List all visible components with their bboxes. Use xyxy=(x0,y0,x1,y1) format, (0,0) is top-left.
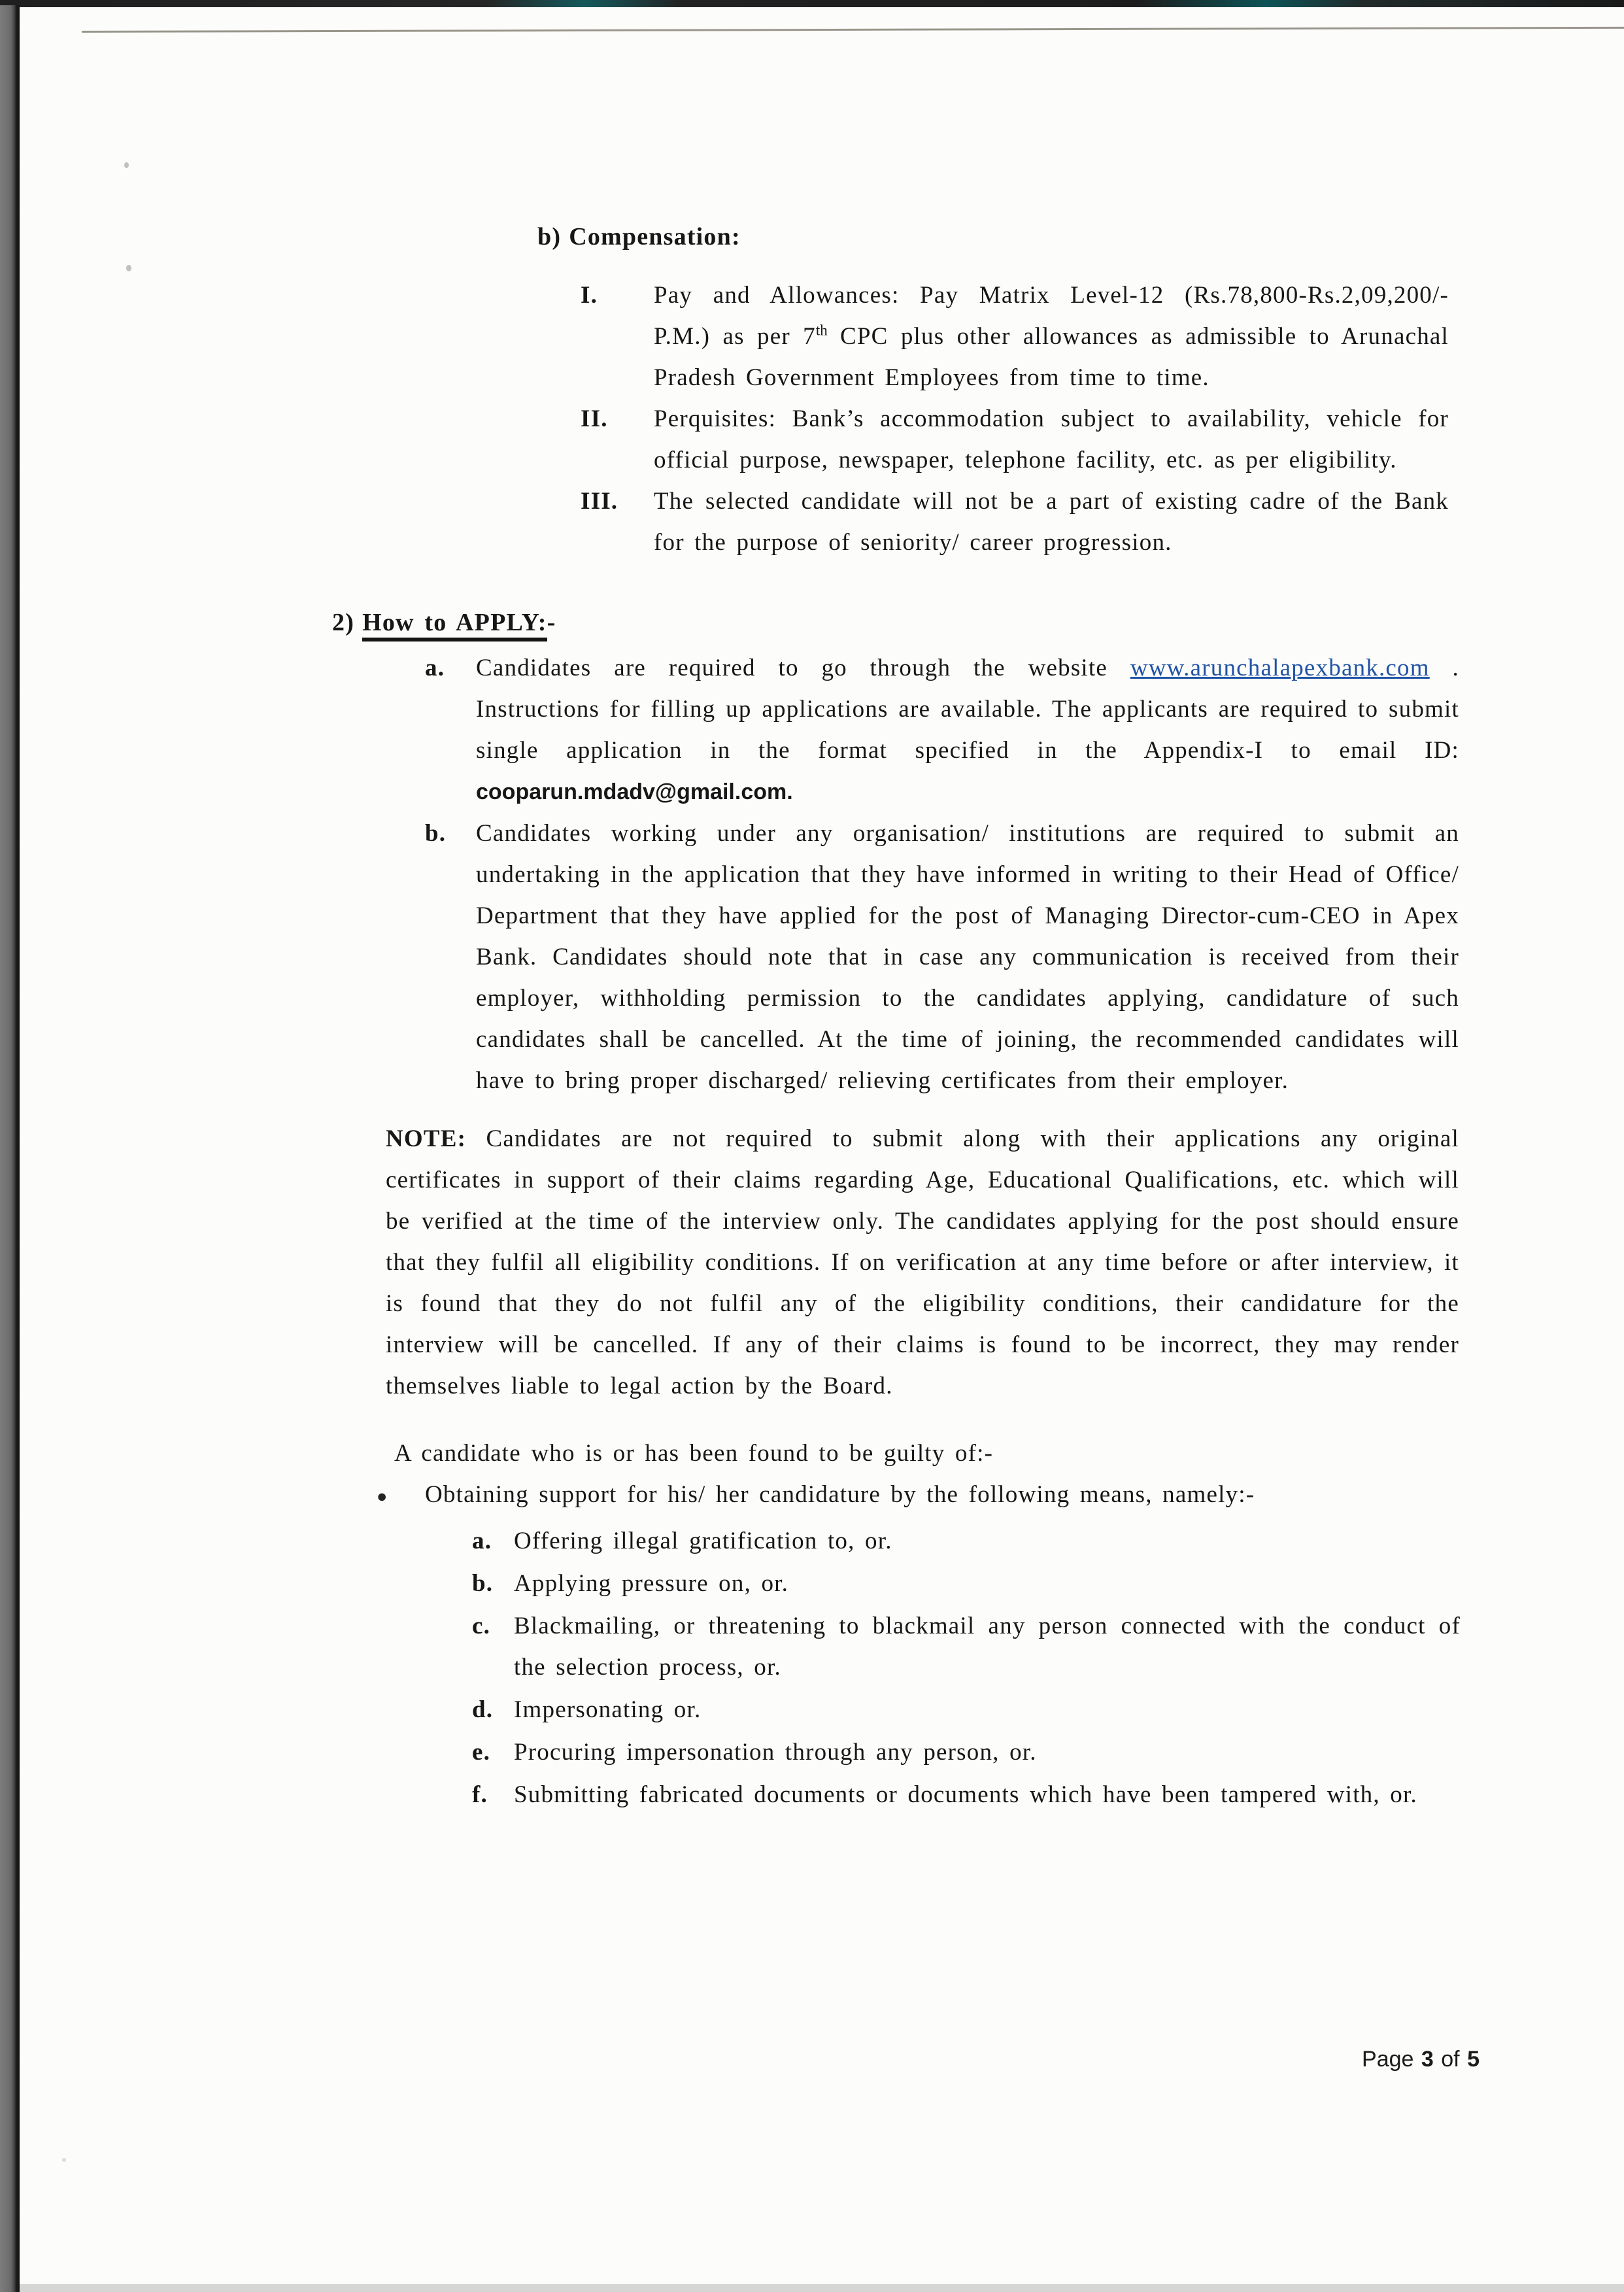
apply-item-b xyxy=(425,813,1624,1101)
list-marker-roman-2: II. xyxy=(581,405,608,432)
pay-allowances-text xyxy=(654,275,1449,398)
pay-text-part2: CPC plus other allowances as admissible to Arunachal Pradesh Government Employees from time to time. xyxy=(654,323,1449,391)
compensation-heading xyxy=(537,216,1624,258)
apply-heading-marker: 2) xyxy=(332,609,355,636)
list-item-perquisites xyxy=(537,398,1624,481)
cadre-text: The selected candidate will not be a part of existing cadre of the Bank for the purpose of seniority/ career progression. xyxy=(654,488,1449,556)
apply-a-part1: Candidates are required to go through the website xyxy=(476,655,1130,681)
note-text: Candidates are not required to submit along with their applications any original certificates in support of their claims regarding Age, Educational Qualifications, etc. which will be verified at the time of the interview only. The candidates applying for the post should ensure that they fulfil all eligibility conditions. If on verification at any time before or after interview, it is found that they do not fulfil any of the eligibility conditions, their candidature for the interview will be cancelled. If any of their claims is found to be incorrect, they may render themselves liable to legal action by the Board. xyxy=(386,1125,1459,1399)
scan-speck xyxy=(62,2158,66,2162)
list-item-cadre xyxy=(537,481,1624,563)
apply-item-a-text xyxy=(476,647,1459,813)
guilty-item-a xyxy=(472,1520,1624,1562)
guilty-text-b: Applying pressure on, or. xyxy=(514,1570,789,1597)
guilty-text-a: Offering illegal gratification to, or. xyxy=(514,1528,892,1554)
bullet-item-text: Obtaining support for his/ her candidature by the following means, namely:- xyxy=(425,1481,1255,1508)
note-paragraph xyxy=(386,1118,1459,1407)
bullet-marker-cell xyxy=(377,1474,425,1517)
list-marker-b: b. xyxy=(425,820,447,847)
how-to-apply-heading xyxy=(332,602,1624,643)
page-number: 3 xyxy=(1421,2047,1434,2072)
apply-item-b-text: Candidates working under any organisation/ institutions are required to submit an undertaking in the application that they have informed in writing to their Head of Office/ Department that they have applied for the post of Managing Director-cum-CEO in Apex Bank. Candidates should note that in case any communication is received from their employer, withholding permission to the candidates applying, candidature of such candidates shall be cancelled. At the time of joining, the recommended candidates will have to bring proper discharged/ relieving certificates from their employer. xyxy=(476,820,1459,1094)
apply-a-part2: . Instructions for filling up applications are available. The applicants are required to submit single application in the format specified in the Appendix-I to email ID: xyxy=(476,655,1459,764)
scan-edge-bottom xyxy=(20,2284,1624,2292)
compensation-heading-label: Compensation: xyxy=(569,223,741,250)
guilty-intro: A candidate who is or has been found to be guilty of:- xyxy=(394,1440,994,1467)
guilty-marker-f: f. xyxy=(472,1781,488,1808)
guilty-marker-c: c. xyxy=(472,1613,491,1639)
guilty-marker-e: e. xyxy=(472,1739,491,1766)
pay-text-part1: Pay and Allowances: Pay Matrix Level-12 (Rs.78,800-Rs.2,09,200/- P.M.) as per 7 xyxy=(654,282,1449,350)
of-label: of xyxy=(1441,2047,1460,2072)
website-link[interactable]: www.arunchalapexbank.com xyxy=(1130,655,1430,681)
email-address: cooparun.mdadv@gmail.com. xyxy=(476,779,793,804)
guilty-item-f xyxy=(472,1774,1624,1815)
guilty-text-f: Submitting fabricated documents or documents which have been tampered with, or. xyxy=(514,1781,1417,1808)
guilty-item-c xyxy=(472,1605,1624,1688)
guilty-marker-b: b. xyxy=(472,1570,494,1597)
note-label: NOTE: xyxy=(386,1125,467,1152)
apply-heading-label: How to APPLY: xyxy=(362,609,547,641)
guilty-marker-d: d. xyxy=(472,1696,494,1723)
guilty-text-c: Blackmailing, or threatening to blackmail any person connected with the conduct of the selection process, or. xyxy=(514,1613,1461,1681)
page-label: Page xyxy=(1362,2047,1414,2072)
apply-item-a xyxy=(425,647,1624,813)
compensation-heading-marker: b) xyxy=(537,223,562,250)
guilty-item-e xyxy=(472,1732,1624,1773)
guilty-text-d: Impersonating or. xyxy=(514,1696,702,1723)
bullet-icon: ● xyxy=(377,1486,388,1506)
list-marker-roman-3: III. xyxy=(581,488,618,515)
guilty-marker-a: a. xyxy=(472,1528,492,1554)
page-number-footer xyxy=(1362,2039,1480,2080)
ordinal-superscript: th xyxy=(815,322,828,339)
guilty-item-b xyxy=(472,1563,1624,1604)
guilty-text-e: Procuring impersonation through any person, or. xyxy=(514,1739,1037,1766)
perquisites-text: Perquisites: Bank’s accommodation subject to availability, vehicle for official purpose, newspaper, telephone facility, etc. as per eligibility. xyxy=(654,405,1449,473)
apply-heading-suffix: - xyxy=(547,609,556,636)
list-item-pay-allowances xyxy=(537,275,1624,398)
total-pages: 5 xyxy=(1467,2047,1480,2072)
bullet-item-obtaining-support xyxy=(377,1474,1459,1517)
list-marker-a: a. xyxy=(425,655,445,681)
guilty-item-d xyxy=(472,1689,1624,1730)
list-marker-roman-1: I. xyxy=(581,282,598,309)
